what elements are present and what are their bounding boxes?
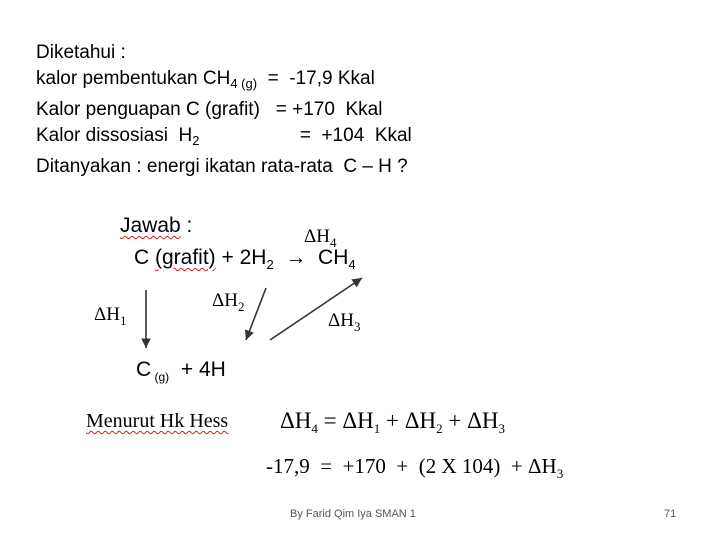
eq-lhs-sub: 4 (311, 421, 318, 436)
given-label: Kalor dissosiasi H (36, 125, 193, 146)
delta-h2-text: ΔH (212, 290, 238, 311)
reaction-arrow-icon: → (273, 246, 319, 269)
calc-text: -17,9 = +170 + (2 X 104) + ΔH (266, 454, 557, 478)
answer-heading-colon: : (180, 214, 193, 237)
hess-equation (280, 408, 505, 434)
eq-term2-sub: 2 (436, 421, 443, 436)
footer-credit: By Farid Qim Iya SMAN 1 (290, 508, 416, 520)
given-value: = +170 Kkal (259, 99, 383, 120)
eq-term1: = ΔH (317, 408, 374, 433)
delta-h1-text: ΔH (94, 304, 120, 325)
product-ch4: CH (318, 246, 349, 269)
eq-term2: + ΔH (380, 408, 437, 433)
given-subscript: 2 (192, 133, 200, 148)
given-subscript: 4 (g) (230, 76, 258, 91)
given-value: = -17,9 Kkal (257, 68, 375, 89)
delta-h1-sub: 1 (119, 313, 127, 328)
reactant-c: C (134, 246, 155, 269)
eq-term3: + ΔH (442, 408, 499, 433)
calculation-line (266, 454, 563, 479)
eq-term3-sub: 3 (498, 421, 506, 436)
delta-h3-text: ΔH (328, 310, 354, 331)
arrow-dh2 (246, 288, 266, 340)
page-number: 71 (664, 508, 677, 520)
asked-line: Ditanyakan : energi ikatan rata-rata C – H ? (36, 156, 408, 177)
atom-c: C (136, 358, 152, 381)
reactant-h2: + 2H (215, 246, 267, 269)
eq-lhs: ΔH (280, 408, 312, 433)
reactant-grafit: (grafit) (155, 246, 216, 269)
atom-c-sub: (g) (151, 370, 170, 384)
product-ch4-sub: 4 (348, 257, 356, 272)
reactant-h2-sub: 2 (266, 257, 274, 272)
delta-h2-sub: 2 (237, 299, 245, 314)
eq-term1-sub: 1 (373, 421, 381, 436)
calc-sub: 3 (556, 466, 564, 481)
given-label: kalor pembentukan CH (36, 68, 231, 89)
delta-h4-sub: 4 (329, 235, 337, 250)
arrow-dh3 (270, 278, 362, 340)
answer-heading-text: Jawab (120, 214, 181, 237)
delta-h4-text: ΔH (304, 226, 330, 247)
hess-label-text: Menurut Hk Hess (86, 410, 229, 432)
given-label: Kalor penguapan C (grafit) (36, 99, 260, 120)
given-value: = +104 Kkal (199, 125, 412, 146)
delta-h3-sub: 3 (353, 319, 361, 334)
hess-label (86, 410, 228, 433)
given-header: Diketahui : (36, 42, 126, 63)
atom-h: + 4H (169, 358, 226, 381)
